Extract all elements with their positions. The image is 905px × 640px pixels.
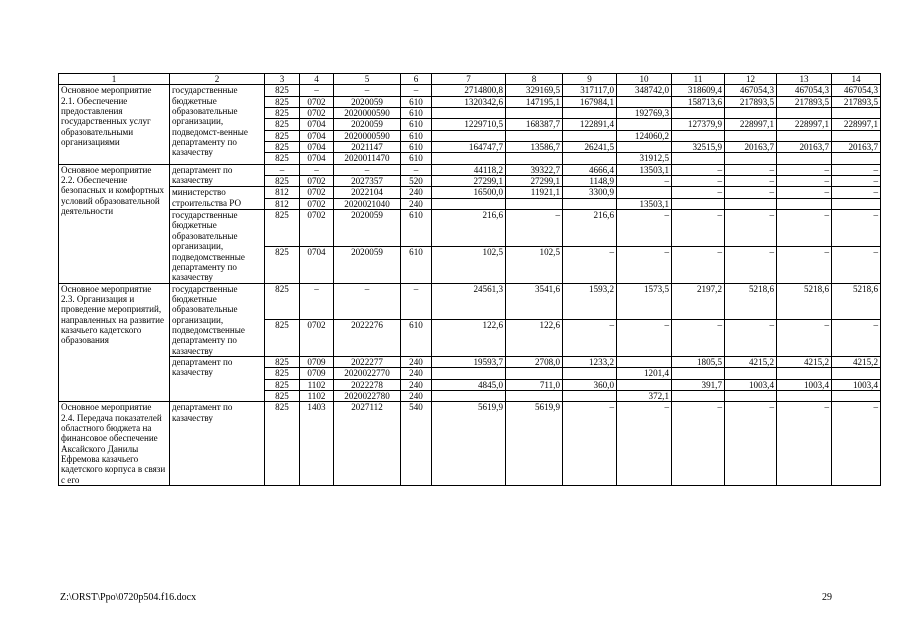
table-cell: – — [725, 246, 777, 283]
table-cell: – — [300, 164, 334, 175]
table-cell — [617, 119, 672, 130]
table-cell: 1320342,6 — [432, 96, 506, 107]
table-cell: 0702 — [300, 96, 334, 107]
table-cell: 1003,4 — [832, 379, 881, 390]
table-cell — [432, 390, 506, 401]
table-cell: 228997,1 — [832, 119, 881, 130]
table-cell — [563, 130, 617, 141]
table-cell — [832, 130, 881, 141]
measure-name: Основное мероприятие 2.1. Обеспечение предоставления государственных услуг образовательными организациями — [59, 85, 170, 164]
table-cell — [672, 153, 725, 164]
table-cell: 4215,2 — [832, 356, 881, 367]
table-cell: 31912,5 — [617, 153, 672, 164]
table-cell: 2022278 — [334, 379, 401, 390]
table-cell: 39322,7 — [506, 164, 563, 175]
executor-name: государственные бюджетные образовательные организации, подведомственные департаменту по казачеству — [170, 283, 265, 356]
table-cell: 240 — [401, 368, 432, 379]
table-cell: 19593,7 — [432, 356, 506, 367]
table-cell: – — [401, 283, 432, 320]
table-cell: 1102 — [300, 379, 334, 390]
table-cell: 13503,1 — [617, 198, 672, 209]
table-cell: 825 — [265, 130, 300, 141]
table-cell: – — [832, 187, 881, 198]
table-cell: 2020059 — [334, 210, 401, 247]
page-number: 29 — [822, 592, 832, 603]
table-cell — [672, 390, 725, 401]
table-cell: – — [506, 210, 563, 247]
table-cell: 0709 — [300, 368, 334, 379]
table-cell: 348742,0 — [617, 85, 672, 96]
table-cell: 610 — [401, 320, 432, 357]
table-cell: 217893,5 — [725, 96, 777, 107]
column-header: 9 — [563, 74, 617, 85]
table-cell: 360,0 — [563, 379, 617, 390]
table-cell: 1201,4 — [617, 368, 672, 379]
table-cell: 11921,1 — [506, 187, 563, 198]
column-header: 1 — [59, 74, 170, 85]
table-cell: 825 — [265, 320, 300, 357]
table-cell: 2708,0 — [506, 356, 563, 367]
table-cell: – — [672, 176, 725, 187]
table-cell: – — [401, 85, 432, 96]
table-cell: 164747,7 — [432, 142, 506, 153]
table-row — [59, 187, 881, 198]
table-cell: 0704 — [300, 119, 334, 130]
table-cell: 0704 — [300, 246, 334, 283]
table-cell: 167984,1 — [563, 96, 617, 107]
table-cell: – — [617, 246, 672, 283]
table-cell: 1403 — [300, 402, 334, 486]
column-header: 14 — [832, 74, 881, 85]
table-cell: 1003,4 — [777, 379, 832, 390]
table-cell: 5619,9 — [432, 402, 506, 486]
executor-name: государственные бюджетные образовательные организации, подведомственные департаменту по казачеству — [170, 210, 265, 283]
table-cell: 825 — [265, 402, 300, 486]
table-cell: 825 — [265, 96, 300, 107]
table-cell: 5619,9 — [506, 402, 563, 486]
table-cell: 825 — [265, 153, 300, 164]
table-cell — [617, 142, 672, 153]
table-cell: 825 — [265, 283, 300, 320]
table-cell — [832, 390, 881, 401]
file-path: Z:\ORST\Ppo\0720p504.f16.docx — [60, 592, 197, 603]
column-header: 12 — [725, 74, 777, 85]
table-cell: 812 — [265, 187, 300, 198]
table-cell: – — [401, 164, 432, 175]
header-row — [59, 74, 881, 85]
table-cell — [672, 368, 725, 379]
table-cell: 1229710,5 — [432, 119, 506, 130]
table-cell: 0702 — [300, 187, 334, 198]
table-cell — [506, 368, 563, 379]
table-cell — [506, 198, 563, 209]
table-cell: 825 — [265, 85, 300, 96]
table-cell: 318609,4 — [672, 85, 725, 96]
table-cell — [777, 130, 832, 141]
table-cell: – — [832, 402, 881, 486]
column-header: 10 — [617, 74, 672, 85]
table-cell: 4215,2 — [777, 356, 832, 367]
table-cell: – — [725, 187, 777, 198]
table-cell: 3541,6 — [506, 283, 563, 320]
table-row — [59, 356, 881, 367]
table-cell: 240 — [401, 198, 432, 209]
table-cell: 13586,7 — [506, 142, 563, 153]
table-cell: 20163,7 — [777, 142, 832, 153]
table-cell: 825 — [265, 210, 300, 247]
table-cell: 372,1 — [617, 390, 672, 401]
table-cell: 825 — [265, 379, 300, 390]
table-cell — [725, 368, 777, 379]
table-cell: – — [617, 402, 672, 486]
executor-name: министерство строительства РО — [170, 187, 265, 210]
table-cell — [617, 187, 672, 198]
table-cell: 1593,2 — [563, 283, 617, 320]
table-cell: 168387,7 — [506, 119, 563, 130]
measure-name: Основное мероприятие 2.4. Передача показателей областного бюджета на финансовое обеспечение Аксайского Данилы Ефремова казачьего кадетского корпуса в связи с его — [59, 402, 170, 486]
table-cell: 2027357 — [334, 176, 401, 187]
table-row — [59, 164, 881, 175]
table-cell: 124060,2 — [617, 130, 672, 141]
table-cell: – — [725, 402, 777, 486]
table-cell: 1003,4 — [725, 379, 777, 390]
budget-table — [58, 73, 881, 486]
table-cell — [563, 390, 617, 401]
table-cell — [563, 198, 617, 209]
table-cell — [506, 130, 563, 141]
table-cell: 825 — [265, 176, 300, 187]
table-cell: 610 — [401, 96, 432, 107]
table-cell: – — [672, 402, 725, 486]
table-cell: 217893,5 — [777, 96, 832, 107]
table-cell: – — [832, 210, 881, 247]
table-cell: 2020059 — [334, 119, 401, 130]
table-cell: 825 — [265, 142, 300, 153]
table-cell: 102,5 — [506, 246, 563, 283]
table-cell: 1805,5 — [672, 356, 725, 367]
table-cell: 0702 — [300, 210, 334, 247]
table-cell — [777, 153, 832, 164]
table-cell: 32515,9 — [672, 142, 725, 153]
table-cell — [725, 108, 777, 119]
executor-name: департамент по казачеству — [170, 356, 265, 401]
table-cell: – — [563, 320, 617, 357]
table-cell: 2027112 — [334, 402, 401, 486]
table-cell: 2020022780 — [334, 390, 401, 401]
table-cell: 240 — [401, 356, 432, 367]
table-cell: 610 — [401, 210, 432, 247]
table-cell: 27299,1 — [432, 176, 506, 187]
table-cell: 467054,3 — [777, 85, 832, 96]
table-cell: 1233,2 — [563, 356, 617, 367]
table-cell: 122891,4 — [563, 119, 617, 130]
table-cell: – — [334, 283, 401, 320]
table-cell: 825 — [265, 368, 300, 379]
table-cell — [563, 368, 617, 379]
measure-name: Основное мероприятие 2.2. Обеспечение безопасных и комфортных условий образовательной деятельности — [59, 164, 170, 283]
table-cell: 1102 — [300, 390, 334, 401]
table-cell — [777, 368, 832, 379]
table-cell: 217893,5 — [832, 96, 881, 107]
table-cell: – — [777, 246, 832, 283]
table-cell: – — [777, 187, 832, 198]
table-cell: 4845,0 — [432, 379, 506, 390]
table-cell — [725, 153, 777, 164]
table-cell: 20163,7 — [832, 142, 881, 153]
table-cell: 610 — [401, 153, 432, 164]
table-cell: – — [672, 210, 725, 247]
table-cell: 5218,6 — [725, 283, 777, 320]
table-cell: 0704 — [300, 153, 334, 164]
table-cell: 610 — [401, 246, 432, 283]
table-cell: 240 — [401, 390, 432, 401]
column-header: 11 — [672, 74, 725, 85]
column-header: 5 — [334, 74, 401, 85]
table-cell: 2020000590 — [334, 130, 401, 141]
table-cell: – — [672, 246, 725, 283]
table-cell: 0704 — [300, 142, 334, 153]
column-header: 3 — [265, 74, 300, 85]
table-cell — [432, 198, 506, 209]
table-cell — [725, 198, 777, 209]
table-cell: 16500,0 — [432, 187, 506, 198]
table-cell — [506, 153, 563, 164]
table-cell — [563, 153, 617, 164]
table-cell — [832, 108, 881, 119]
table-cell: 216,6 — [563, 210, 617, 247]
table-cell: 240 — [401, 187, 432, 198]
column-header: 2 — [170, 74, 265, 85]
table-cell: – — [777, 176, 832, 187]
table-cell: 2020022770 — [334, 368, 401, 379]
table-cell: 0709 — [300, 356, 334, 367]
table-cell — [832, 153, 881, 164]
table-cell: 20163,7 — [725, 142, 777, 153]
table-cell: 0704 — [300, 130, 334, 141]
table-cell: 610 — [401, 108, 432, 119]
table-cell: 2020059 — [334, 246, 401, 283]
table-cell: 122,6 — [432, 320, 506, 357]
table-cell: 2022276 — [334, 320, 401, 357]
table-cell: 24561,3 — [432, 283, 506, 320]
table-cell: 1148,9 — [563, 176, 617, 187]
table-cell — [672, 108, 725, 119]
table-cell: 825 — [265, 246, 300, 283]
table-cell: 2020059 — [334, 96, 401, 107]
table-cell: – — [265, 164, 300, 175]
table-row — [59, 402, 881, 486]
table-cell: 44118,2 — [432, 164, 506, 175]
table-cell — [506, 390, 563, 401]
table-cell: 228997,1 — [725, 119, 777, 130]
table-cell: 4666,4 — [563, 164, 617, 175]
table-cell: 540 — [401, 402, 432, 486]
table-cell: 825 — [265, 119, 300, 130]
table-cell: 102,5 — [432, 246, 506, 283]
table-cell: 0702 — [300, 108, 334, 119]
table-row — [59, 210, 881, 247]
column-header: 4 — [300, 74, 334, 85]
table-cell: 122,6 — [506, 320, 563, 357]
table-cell: 216,6 — [432, 210, 506, 247]
table-cell — [506, 108, 563, 119]
table-row — [59, 85, 881, 96]
table-cell: 0702 — [300, 176, 334, 187]
table-cell: – — [725, 210, 777, 247]
table-cell — [777, 108, 832, 119]
table-cell — [725, 390, 777, 401]
column-header: 6 — [401, 74, 432, 85]
table-cell: 812 — [265, 198, 300, 209]
table-cell — [432, 153, 506, 164]
table-cell: – — [832, 164, 881, 175]
table-cell — [617, 379, 672, 390]
table-cell: 5218,6 — [777, 283, 832, 320]
table-cell: – — [725, 176, 777, 187]
table-cell: – — [777, 164, 832, 175]
column-header: 8 — [506, 74, 563, 85]
table-cell: 520 — [401, 176, 432, 187]
table-cell: – — [563, 246, 617, 283]
table-cell: 391,7 — [672, 379, 725, 390]
table-cell: 825 — [265, 356, 300, 367]
table-cell: – — [777, 210, 832, 247]
column-header: 13 — [777, 74, 832, 85]
table-cell: 2714800,8 — [432, 85, 506, 96]
table-row — [59, 283, 881, 320]
executor-name: департамент по казачеству — [170, 164, 265, 187]
table-cell: – — [672, 164, 725, 175]
table-cell — [725, 130, 777, 141]
table-cell: 2022104 — [334, 187, 401, 198]
table-cell: – — [617, 320, 672, 357]
table-cell: 610 — [401, 130, 432, 141]
column-header: 7 — [432, 74, 506, 85]
table-cell: 467054,3 — [725, 85, 777, 96]
table-cell: 5218,6 — [832, 283, 881, 320]
table-cell: – — [617, 176, 672, 187]
table-cell: – — [832, 320, 881, 357]
table-cell: 329169,5 — [506, 85, 563, 96]
table-cell: 0702 — [300, 198, 334, 209]
table-cell: – — [300, 283, 334, 320]
table-cell: 2197,2 — [672, 283, 725, 320]
table-cell: – — [334, 85, 401, 96]
table-cell: 3300,9 — [563, 187, 617, 198]
table-cell: – — [832, 176, 881, 187]
table-cell — [777, 390, 832, 401]
table-cell: – — [672, 320, 725, 357]
table-cell: 317117,0 — [563, 85, 617, 96]
table-cell: – — [672, 187, 725, 198]
table-cell — [617, 356, 672, 367]
table-cell: 825 — [265, 390, 300, 401]
executor-name: государственные бюджетные образовательные организации, подведомст-венные департаменту по казачеству — [170, 85, 265, 164]
table-cell — [432, 368, 506, 379]
table-cell: 13503,1 — [617, 164, 672, 175]
table-cell: 467054,3 — [832, 85, 881, 96]
table-cell: 2022277 — [334, 356, 401, 367]
table-cell — [672, 130, 725, 141]
table-cell: 240 — [401, 379, 432, 390]
table-cell: 1573,5 — [617, 283, 672, 320]
table-cell — [617, 96, 672, 107]
table-cell — [432, 130, 506, 141]
table-cell — [832, 198, 881, 209]
table-cell: 2021147 — [334, 142, 401, 153]
table-cell: 127379,9 — [672, 119, 725, 130]
table-cell: 158713,6 — [672, 96, 725, 107]
table-cell: – — [832, 246, 881, 283]
executor-name: департамент по казачеству — [170, 402, 265, 486]
table-cell: 147195,1 — [506, 96, 563, 107]
table-cell — [563, 108, 617, 119]
table-cell — [432, 108, 506, 119]
table-cell: 192769,3 — [617, 108, 672, 119]
table-cell: – — [334, 164, 401, 175]
table-cell: 610 — [401, 142, 432, 153]
table-cell: – — [725, 320, 777, 357]
table-cell: 0702 — [300, 320, 334, 357]
table-cell: 27299,1 — [506, 176, 563, 187]
table-cell: 825 — [265, 108, 300, 119]
table-cell: – — [725, 164, 777, 175]
table-cell — [672, 198, 725, 209]
table-cell: – — [777, 320, 832, 357]
table-cell: – — [617, 210, 672, 247]
table-cell: 2020000590 — [334, 108, 401, 119]
table-cell — [777, 198, 832, 209]
table-cell: – — [777, 402, 832, 486]
measure-name: Основное мероприятие 2.3. Организация и проведение мероприятий, направленных на развитие казачьего кадетского образования — [59, 283, 170, 402]
table-cell: 711,0 — [506, 379, 563, 390]
table-cell: 228997,1 — [777, 119, 832, 130]
table-cell: 610 — [401, 119, 432, 130]
table-cell: – — [563, 402, 617, 486]
table-cell: – — [300, 85, 334, 96]
table-cell: 2020011470 — [334, 153, 401, 164]
table-cell: 26241,5 — [563, 142, 617, 153]
table-cell — [832, 368, 881, 379]
table-cell: 4215,2 — [725, 356, 777, 367]
table-cell: 2020021040 — [334, 198, 401, 209]
